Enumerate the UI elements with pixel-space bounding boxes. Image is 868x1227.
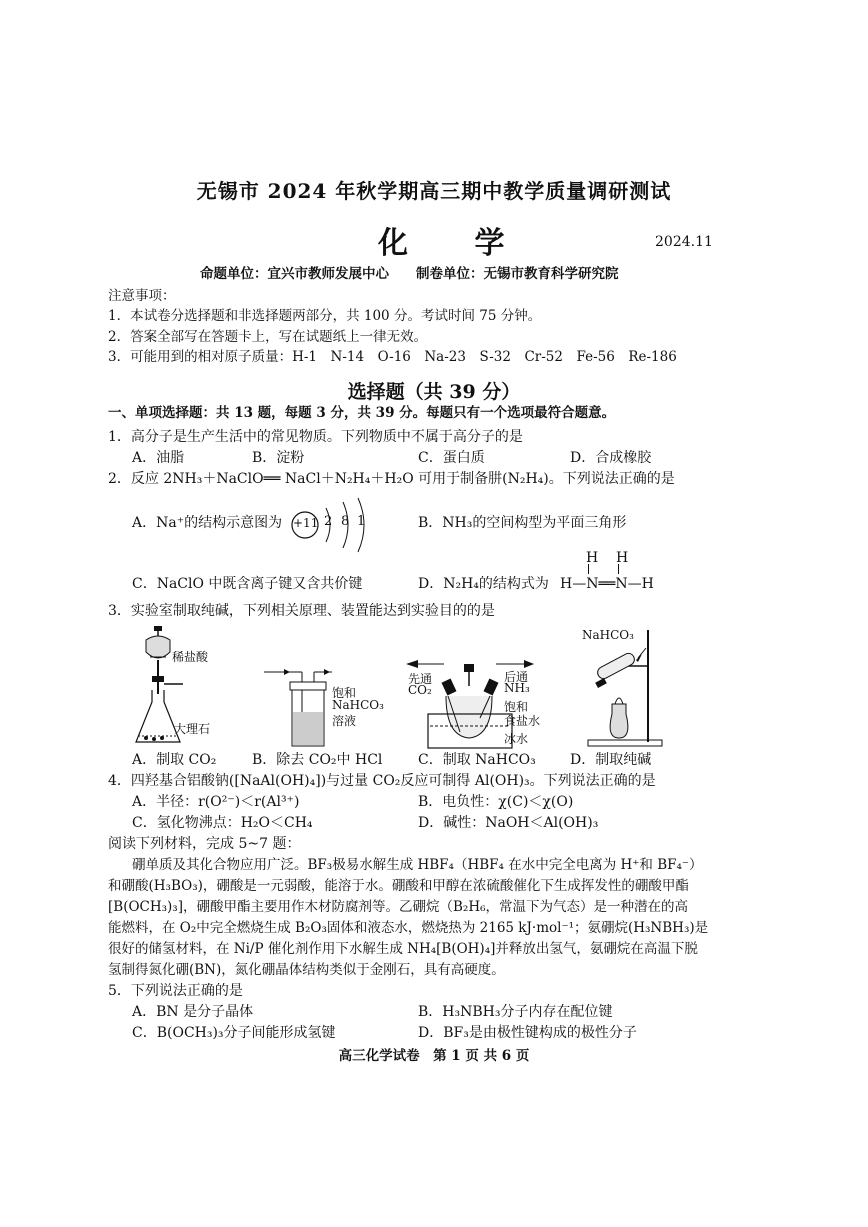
q5-option-b: B．H₃NBH₃分子内存在配位键 — [418, 1004, 613, 1020]
q4-stem: 4．四羟基合铝酸钠([NaAl(OH)₄])与过量 CO₂反应可制得 Al(OH)₃。下列说法正确的是 — [108, 773, 656, 789]
bond-line — [618, 564, 621, 574]
q4-option-b: B．电负性：χ(C)＜χ(O) — [418, 794, 574, 810]
label-first: 先通 — [408, 672, 433, 686]
label-marble: 大理石 — [174, 722, 211, 736]
hydrazine-h-top-1: H — [586, 550, 599, 566]
q3-option-b: B．除去 CO₂中 HCl — [252, 752, 383, 768]
reading-line: 能燃料，在 O₂中完全燃烧生成 B₂O₃固体和液态水，燃烧热为 2165 kJ·mol⁻¹；氨硼烷(H₃NBH₃)是 — [108, 920, 709, 936]
shell-1: 2 — [324, 514, 333, 529]
q5-stem: 5．下列说法正确的是 — [108, 983, 243, 999]
label-dilute-hcl: 稀盐酸 — [172, 650, 209, 664]
notice-item: 1．本试卷分选择题和非选择题两部分，共 100 分。考试时间 75 分钟。 — [108, 308, 542, 324]
q2-option-a: A．Na⁺的结构示意图为 — [132, 515, 283, 531]
q5-option-a: A．BN 是分子晶体 — [132, 1004, 254, 1020]
q3-option-c: C．制取 NaHCO₃ — [418, 752, 536, 768]
label-solution: 溶液 — [332, 714, 357, 728]
apparatus-b — [262, 660, 384, 750]
q1-option-b: B．淀粉 — [252, 450, 305, 466]
hydrazine-h-top-2: H — [616, 550, 629, 566]
subject-title: 化 学 — [378, 226, 533, 261]
reading-line: 硼单质及其化合物应用广泛。BF₃极易水解生成 HBF₄（HBF₄ 在水中完全电离为 H⁺和 BF₄⁻） — [132, 857, 703, 873]
sodium-ion-diagram — [288, 496, 378, 554]
section-instruction: 一、单项选择题：共 13 题，每题 3 分，共 39 分。每题只有一个选项最符合题意。 — [108, 405, 616, 421]
label-brine: 食盐水 — [504, 714, 541, 728]
q1-option-a: A．油脂 — [132, 450, 185, 466]
units-line: 命题单位：宜兴市教师发展中心 制卷单位：无锡市教育科学研究院 — [200, 266, 619, 282]
q3-option-d: D．制取纯碱 — [570, 752, 652, 768]
bond-line — [588, 564, 591, 574]
reading-line: 和硼酸(H₃BO₃)，硼酸是一元弱酸，能溶于水。硼酸和甲醇在浓硫酸催化下生成挥发性的硼酸甲酯 — [108, 878, 689, 894]
page-footer: 高三化学试卷 第 1 页 共 6 页 — [338, 1048, 530, 1064]
q1-stem: 1．高分子是生产生活中的常见物质。下列物质中不属于高分子的是 — [108, 429, 523, 445]
q4-option-d: D．碱性：NaOH＜Al(OH)₃ — [418, 815, 599, 831]
reading-line: 氢制得氮化硼(BN)，氮化硼晶体结构类似于金刚石，具有高硬度。 — [108, 962, 505, 978]
q2-option-c: C．NaClO 中既含离子键又含共价键 — [132, 576, 363, 592]
apparatus-a — [128, 624, 218, 749]
q5-option-d: D．BF₃是由极性键构成的极性分子 — [418, 1025, 637, 1041]
label-nh3: NH₃ — [504, 681, 530, 695]
section-title: 选择题（共 39 分） — [347, 381, 521, 403]
label-nahco3: NaHCO₃ — [332, 698, 384, 712]
shell-3: 1 — [357, 514, 366, 529]
exam-date: 2024.11 — [655, 234, 713, 250]
label-co2: CO₂ — [408, 683, 432, 697]
label-saturated: 饱和 — [332, 686, 357, 700]
q2-option-b: B．NH₃的空间构型为平面三角形 — [418, 515, 627, 531]
label-saturated-2: 饱和 — [504, 700, 529, 714]
hydrazine-formula: H—N══N—H — [560, 576, 654, 592]
q5-option-c: C．B(OCH₃)₃分子间能形成氢键 — [132, 1025, 336, 1041]
q3-option-a: A．制取 CO₂ — [132, 752, 217, 768]
notice-item: 2．答案全部写在答题卡上，写在试题纸上一律无效。 — [108, 329, 428, 345]
label-later: 后通 — [504, 670, 529, 684]
q3-stem: 3．实验室制取纯碱，下列相关原理、装置能达到实验目的的是 — [108, 603, 495, 619]
q4-option-c: C．氢化物沸点：H₂O＜CH₄ — [132, 815, 313, 831]
nucleus-label: +11 — [293, 516, 319, 530]
notice-heading: 注意事项： — [108, 288, 176, 304]
exam-title: 无锡市 2024 年秋学期高三期中教学质量调研测试 — [196, 179, 672, 203]
q1-option-d: D．合成橡胶 — [570, 450, 652, 466]
q4-option-a: A．半径：r(O²⁻)＜r(Al³⁺) — [132, 794, 300, 810]
reading-line: [B(OCH₃)₃]，硼酸甲酯主要用作木材防腐剂等。乙硼烷（B₂H₆，常温下为气态）是一种潜在的高 — [108, 899, 688, 915]
shell-2: 8 — [341, 514, 350, 529]
apparatus-d — [582, 626, 664, 750]
q2-stem: 2．反应 2NH₃＋NaClO══ NaCl＋N₂H₄＋H₂O 可用于制备肼(N₂H₄)。下列说法正确的是 — [108, 471, 675, 487]
reading-line: 很好的储氢材料，在 Ni/P 催化剂作用下水解生成 NH₄[B(OH)₄]并释放出氢气，氨硼烷在高温下脱 — [108, 941, 698, 957]
reading-intro: 阅读下列材料，完成 5~7 题： — [108, 836, 301, 852]
notice-item: 3．可能用到的相对原子质量：H-1 N-14 O-16 Na-23 S-32 Cr-52 Fe-56 Re-186 — [108, 349, 677, 365]
apparatus-c — [406, 656, 556, 752]
q1-option-c: C．蛋白质 — [418, 450, 485, 466]
label-ice-water: 冰水 — [504, 732, 529, 746]
q2-option-d: D．N₂H₄的结构式为 — [418, 576, 549, 592]
label-nahco3-d: NaHCO₃ — [582, 628, 634, 642]
